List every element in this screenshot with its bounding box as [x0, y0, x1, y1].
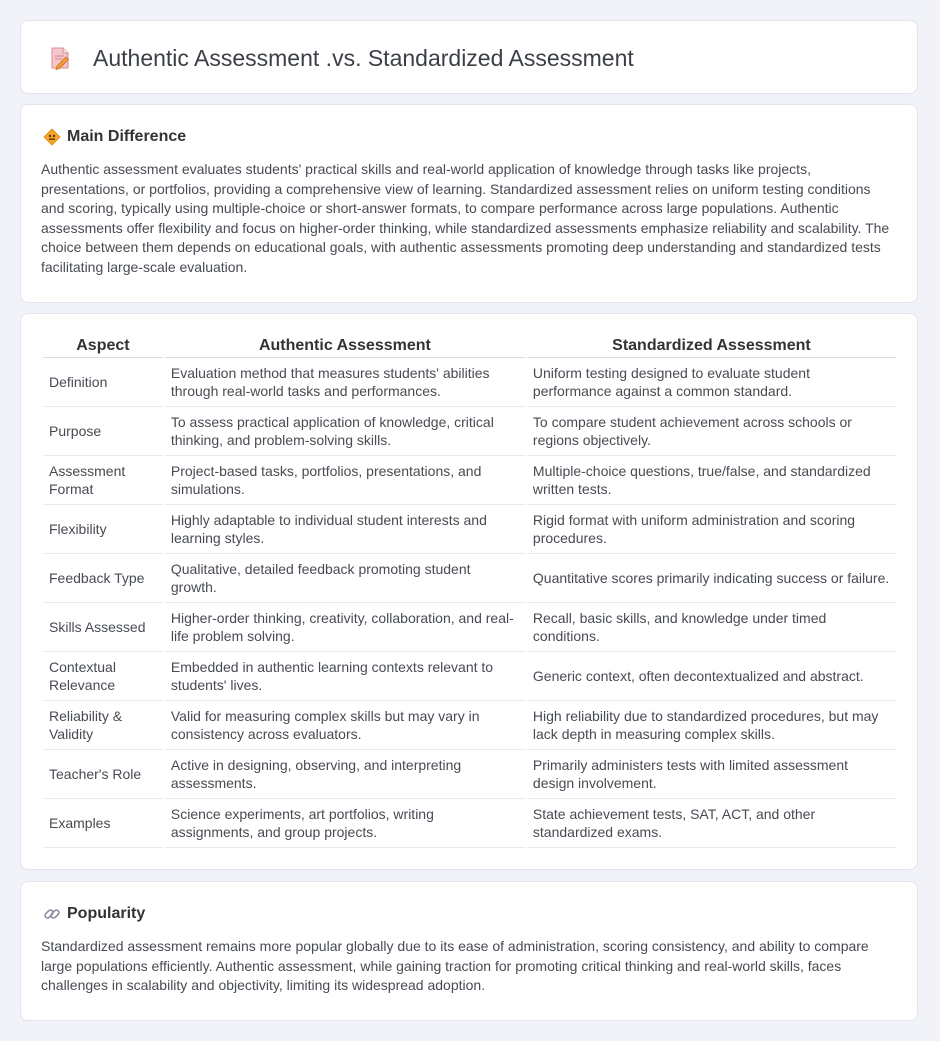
main-difference-text: Authentic assessment evaluates students' practical skills and real-world application of knowledge through tasks like projects, presentations, or portfolios, providing a comprehensive view of learning. Standardized assessment relies on uniform testing conditions and scoring, typically using multiple-choice or short-answer formats, to compare performance across large populations. Authentic assessments offer flexibility and focus on higher-order thinking, while standardized assessments emphasize reliability and scalability. The choice between them depends on educational goals, with authentic assessments promoting deep understanding and standardized tests facilitating large-scale evaluation. — [41, 161, 890, 275]
aspect-cell: Reliability & Validity — [43, 701, 163, 750]
standardized-cell: High reliability due to standardized procedures, but may lack depth in measuring complex skills. — [527, 701, 896, 750]
standardized-cell: Multiple-choice questions, true/false, and standardized written tests. — [527, 456, 896, 505]
table-row — [43, 750, 896, 799]
table-row — [43, 603, 896, 652]
aspect-cell: Feedback Type — [43, 554, 163, 603]
table-row — [43, 505, 896, 554]
standardized-cell: Primarily administers tests with limited assessment design involvement. — [527, 750, 896, 799]
aspect-cell: Skills Assessed — [43, 603, 163, 652]
aspect-cell: Purpose — [43, 407, 163, 456]
aspect-cell: Examples — [43, 799, 163, 848]
table-row — [43, 358, 896, 407]
aspect-cell: Assessment Format — [43, 456, 163, 505]
document-pencil-icon — [47, 45, 73, 71]
standardized-cell: To compare student achievement across schools or regions objectively. — [527, 407, 896, 456]
authentic-cell: Science experiments, art portfolios, writing assignments, and group projects. — [165, 799, 525, 848]
table-row — [43, 652, 896, 701]
standardized-cell: State achievement tests, SAT, ACT, and other standardized exams. — [527, 799, 896, 848]
main-difference-title: Main Difference — [67, 128, 187, 145]
header-aspect: Aspect — [43, 335, 163, 358]
comparison-table-card — [20, 313, 918, 870]
aspect-cell: Definition — [43, 358, 163, 407]
table-row — [43, 701, 896, 750]
main-difference-card — [20, 104, 918, 303]
authentic-cell: To assess practical application of knowledge, critical thinking, and problem-solving skills. — [165, 407, 525, 456]
header-authentic: Authentic Assessment — [165, 335, 525, 358]
aspect-cell: Contextual Relevance — [43, 652, 163, 701]
link-icon — [43, 905, 61, 923]
popularity-card — [20, 881, 918, 1021]
popularity-title: Popularity — [67, 905, 146, 922]
authentic-cell: Evaluation method that measures students' abilities through real-world tasks and performances. — [165, 358, 525, 407]
standardized-cell: Rigid format with uniform administration and scoring procedures. — [527, 505, 896, 554]
standardized-cell: Quantitative scores primarily indicating success or failure. — [527, 554, 896, 603]
table-row — [43, 799, 896, 848]
aspect-cell: Teacher's Role — [43, 750, 163, 799]
comparison-table — [41, 335, 898, 848]
table-row — [43, 407, 896, 456]
table-row — [43, 456, 896, 505]
standardized-cell: Generic context, often decontextualized and abstract. — [527, 652, 896, 701]
authentic-cell: Embedded in authentic learning contexts relevant to students' lives. — [165, 652, 525, 701]
standardized-cell: Uniform testing designed to evaluate student performance against a common standard. — [527, 358, 896, 407]
standardized-cell: Recall, basic skills, and knowledge under timed conditions. — [527, 603, 896, 652]
table-row — [43, 554, 896, 603]
page-title: Authentic Assessment .vs. Standardized Assessment — [93, 44, 634, 71]
aspect-cell: Flexibility — [43, 505, 163, 554]
popularity-text: Standardized assessment remains more popular globally due to its ease of administration, scoring consistency, and ability to compare large populations efficiently. Authentic assessment, while gaining traction for promoting critical thinking and real-world skills, faces challenges in scalability and objectivity, limiting its widespread adoption. — [41, 938, 869, 993]
title-card — [20, 20, 918, 94]
authentic-cell: Project-based tasks, portfolios, presentations, and simulations. — [165, 456, 525, 505]
authentic-cell: Qualitative, detailed feedback promoting student growth. — [165, 554, 525, 603]
diamond-sign-icon — [43, 128, 61, 146]
table-header-row — [43, 335, 896, 358]
header-standardized: Standardized Assessment — [527, 335, 896, 358]
authentic-cell: Active in designing, observing, and interpreting assessments. — [165, 750, 525, 799]
authentic-cell: Higher-order thinking, creativity, collaboration, and real-life problem solving. — [165, 603, 525, 652]
authentic-cell: Valid for measuring complex skills but may vary in consistency across evaluators. — [165, 701, 525, 750]
authentic-cell: Highly adaptable to individual student interests and learning styles. — [165, 505, 525, 554]
